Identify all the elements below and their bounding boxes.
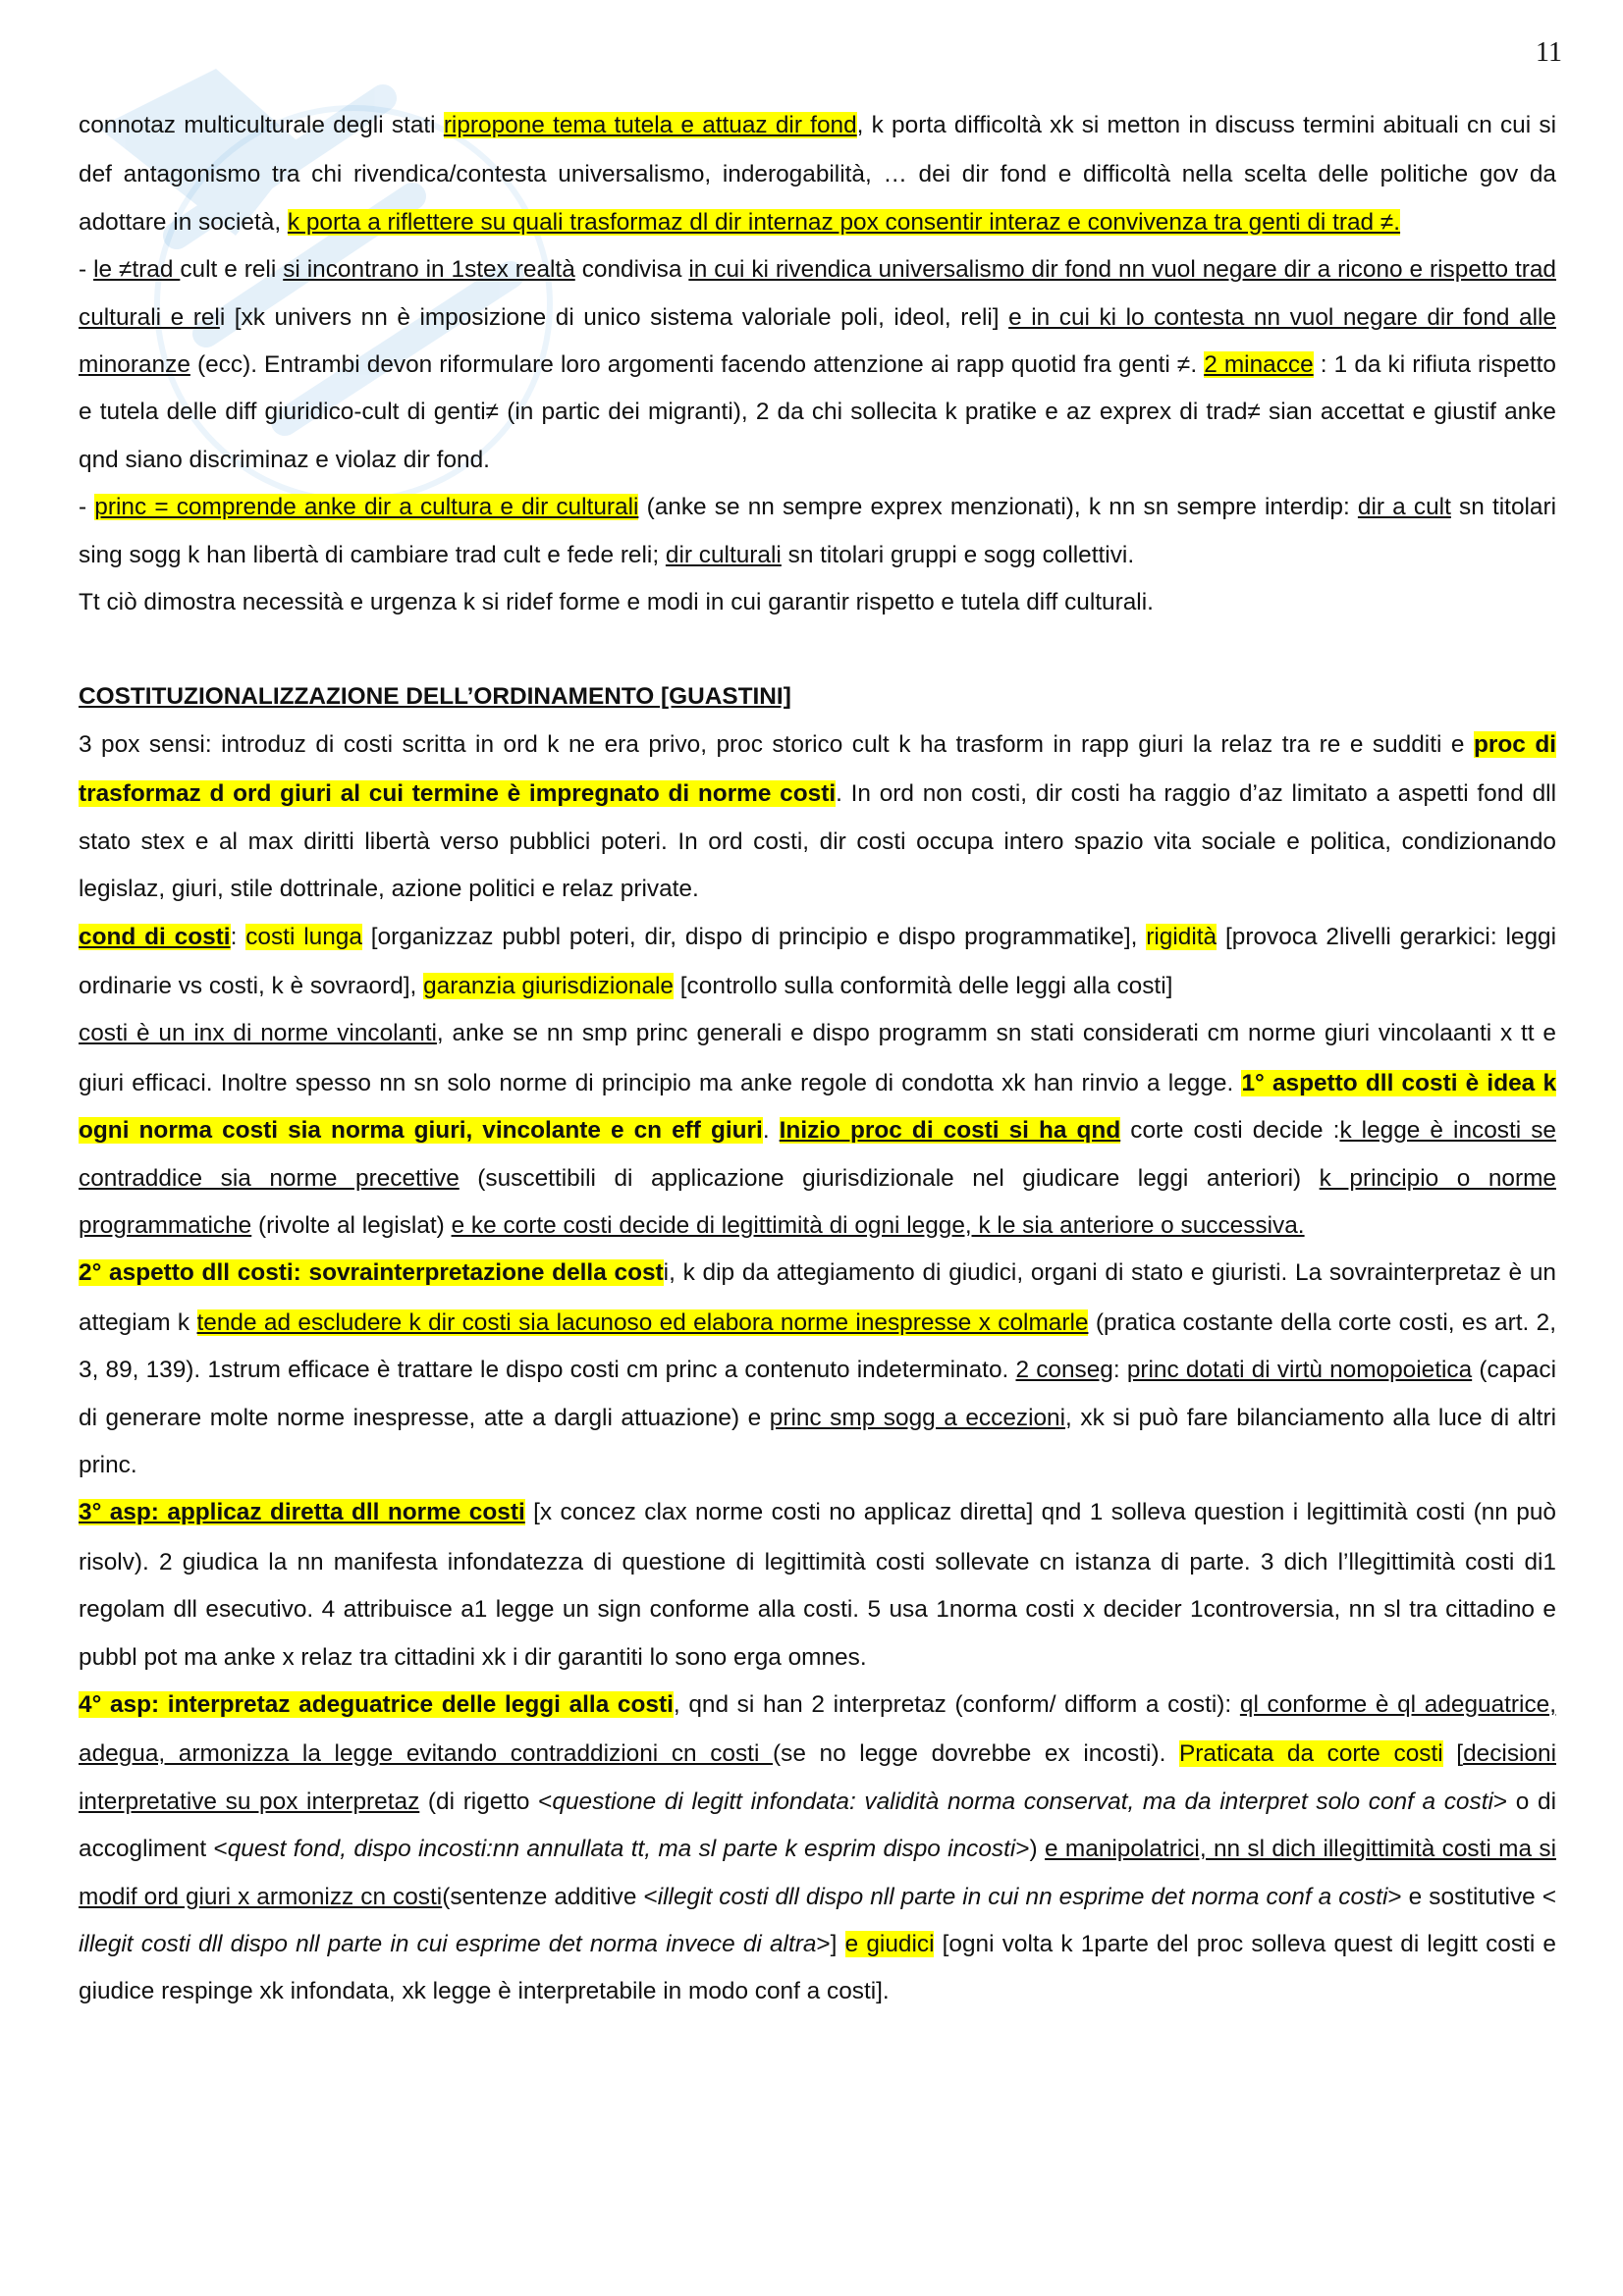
highlight: 2° aspetto dll costi: sovrainterpretazione della cost [79,1259,664,1287]
paragraph-multiculturalism: connotaz multiculturale degli stati ripropone tema tutela e attuaz dir fond, k porta difficoltà xk si metton in discuss termini abituali cn cui si def antagonismo tra chi rivendica/contesta universalismo, inderogabilità, … dei dir fond e difficoltà nella scelta delle politiche gov da adottare in società, k porta a riflettere su quali trasformaz dl dir internaz pox consentir interaz e convivenza tra genti di trad ≠. [79,112,1556,236]
highlight: princ = comprende anke dir a cultura e dir culturali [94,494,639,521]
paragraph-conclusion: Tt ciò dimostra necessità e urgenza k si ridef forme e modi in cui garantir rispetto e tutela diff culturali. [79,589,1154,616]
paragraph-traditions: - le ≠trad cult e reli si incontrano in 1stex realtà condivisa in cui ki rivendica universalismo dir fond nn vuol negare dir a ricono e rispetto trad culturali e reli [xk univers nn è imposizione di unico sistema valoriale poli, ideol, reli] e in cui ki lo contesta nn vuol negare dir fond alle minoranze (ecc). Entrambi devon riformulare loro argomenti facendo attenzione ai rapp quotid fra genti ≠. 2 minacce : 1 da ki rifiuta rispetto e tutela delle diff giuridico-cult di genti≠ (in partic dei migranti), 2 da chi sollecita k pratike e az exprex di trad≠ sian accettat e giustif anke qnd siano discriminaz e violaz dir fond. [79,256,1556,473]
highlight: 4° asp: interpretaz adeguatrice delle leggi alla costi [79,1691,674,1718]
highlight: k porta a riflettere su quali trasformaz dl dir internaz pox consentir interaz e convivenza tra genti di trad ≠. [287,208,1401,236]
paragraph-first-aspect: costi è un inx di norme vincolanti, anke se nn smp princ generali e dispo programm sn stati considerati cm norme giuri vincolaanti x tt e giuri efficaci. Inoltre spesso nn sn solo norme di principio ma anke regole di condotta xk han rinvio a legge. 1° aspetto dll costi è idea k ogni norma costi sia norma giuri, vincolante e cn eff giuri. Inizio proc di costi si ha qnd corte costi decide :k legge è incosti se contraddice sia norme precettive (suscettibili di applicazione giurisdizionale nel giudicare leggi anteriori) k principio o norme programmatiche (rivolte al legislat) e ke corte costi decide di legittimità di ogni legge, k le sia anteriore o successiva. [79,1020,1557,1239]
highlight: proc di trasformaz d ord giuri al cui termine è impregnato di norme costi [79,730,1556,808]
highlight: Praticata da corte costi [1179,1740,1443,1768]
paragraph-third-aspect: 3° asp: applicaz diretta dll norme costi [x concez clax norme costi no applicaz diretta] qnd 1 solleva question i legittimità costi (nn può risolv). 2 giudica la nn manifesta infondatezza di questione di legittimità costi sollevate cn istanza di parte. 3 dich l’llegittimità costi di1 regolam dll esecutivo. 4 attribuisce a1 legge un sign conforme alla costi. 5 usa 1norma costi x decider 1controversia, nn sl tra cittadino e pubbl pot ma anke x relaz tra cittadini xk i dir garantiti lo sono erga omnes. [79,1499,1556,1671]
highlight: rigidità [1146,923,1217,950]
highlight: garanzia giurisdizionale [423,972,674,999]
highlight: ripropone tema tutela e attuaz dir fond [443,112,857,138]
highlight: costi lunga [245,923,362,950]
highlight: e giudici [844,1931,935,1958]
document-body [79,102,1556,2016]
paragraph-conditions: cond di costi: costi lunga [organizzaz pubbl poteri, dir, dispo di principio e dispo programmatike], rigidità [provoca 2livelli gerarkici: leggi ordinarie vs costi, k è sovraord], garanzia giurisdizionale [controllo sulla conformità delle leggi alla costi] [79,923,1556,999]
highlight: cond di costi [79,923,231,950]
highlight: 3° asp: applicaz diretta dll norme costi [79,1499,525,1526]
paragraph-cultural-rights: - princ = comprende anke dir a cultura e dir culturali (anke se nn sempre exprex menzionati), k nn sn sempre interdip: dir a cult sn titolari sing sogg k han libertà di cambiare trad cult e fede reli; dir culturali sn titolari gruppi e sogg collettivi. [79,494,1557,568]
highlight: 2 minacce [1204,351,1314,379]
paragraph-fourth-aspect: 4° asp: interpretaz adeguatrice delle leggi alla costi, qnd si han 2 interpretaz (conform/ difform a costi): ql conforme è ql adeguatrice, adegua, armonizza la legge evitando contraddizioni cn costi (se no legge dovrebbe ex incosti). Praticata da corte costi [decisioni interpretative su pox interpretaz (di rigetto <questione di legitt infondata: validità norma conservat, ma da interpret solo conf a costi> o di accogliment <quest fond, dispo incosti:nn annullata tt, ma sl parte k esprim dispo incosti>) e manipolatrici, nn sl dich illegittimità costi ma si modif ord giuri x armonizz cn costi(sentenze additive <illegit costi dll dispo nll parte in cui nn esprime det norma conf a costi> e sostitutive < illegit costi dll dispo nll parte in cui esprime det norma invece di altra>] e giudici [ogni volta k 1parte del proc solleva quest di legitt costi e giudice respinge xk infondata, xk legge è interpretabile in modo conf a costi]. [79,1691,1556,2005]
highlight: 1° aspetto dll costi è idea k ogni norma costi sia norma giuri, vincolante e cn eff giuri [79,1069,1557,1145]
page-number: 11 [1536,37,1562,68]
highlight: tende ad escludere k dir costi sia lacunoso ed elabora norme inespresse x colmarle [196,1308,1089,1336]
paragraph-second-aspect: 2° aspetto dll costi: sovrainterpretazione della costi, k dip da attegiamento di giudici, organi di stato e giuristi. La sovrainterpretaz è un attegiam k tende ad escludere k dir costi sia lacunoso ed elabora norme inespresse x colmarle (pratica costante della corte costi, es art. 2, 3, 89, 139). 1strum efficace è trattare le dispo costi cm princ a contenuto indeterminato. 2 conseg: princ dotati di virtù nomopoietica (capaci di generare molte norme inespresse, atte a dargli attuazione) e princ smp sogg a eccezioni, xk si può fare bilanciamento alla luce di altri princ. [79,1259,1556,1478]
paragraph-three-senses: 3 pox sensi: introduz di costi scritta in ord k ne era privo, proc storico cult k ha trasform in rapp giuri la relaz tra re e sudditi e proc di trasformaz d ord giuri al cui termine è impregnato di norme costi. In ord non costi, dir costi ha raggio d’az limitato a aspetti fond dll stato stex e al max diritti libertà verso pubblici poteri. In ord costi, dir costi occupa intero spazio vita sociale e politica, condizionando legislaz, giuri, stile dottrinale, azione politici e relaz private. [79,730,1556,903]
highlight: Inizio proc di costi si ha qnd [779,1117,1121,1145]
section-title: COSTITUZIONALIZZAZIONE DELL’ORDINAMENTO [GUASTINI] [79,683,791,711]
